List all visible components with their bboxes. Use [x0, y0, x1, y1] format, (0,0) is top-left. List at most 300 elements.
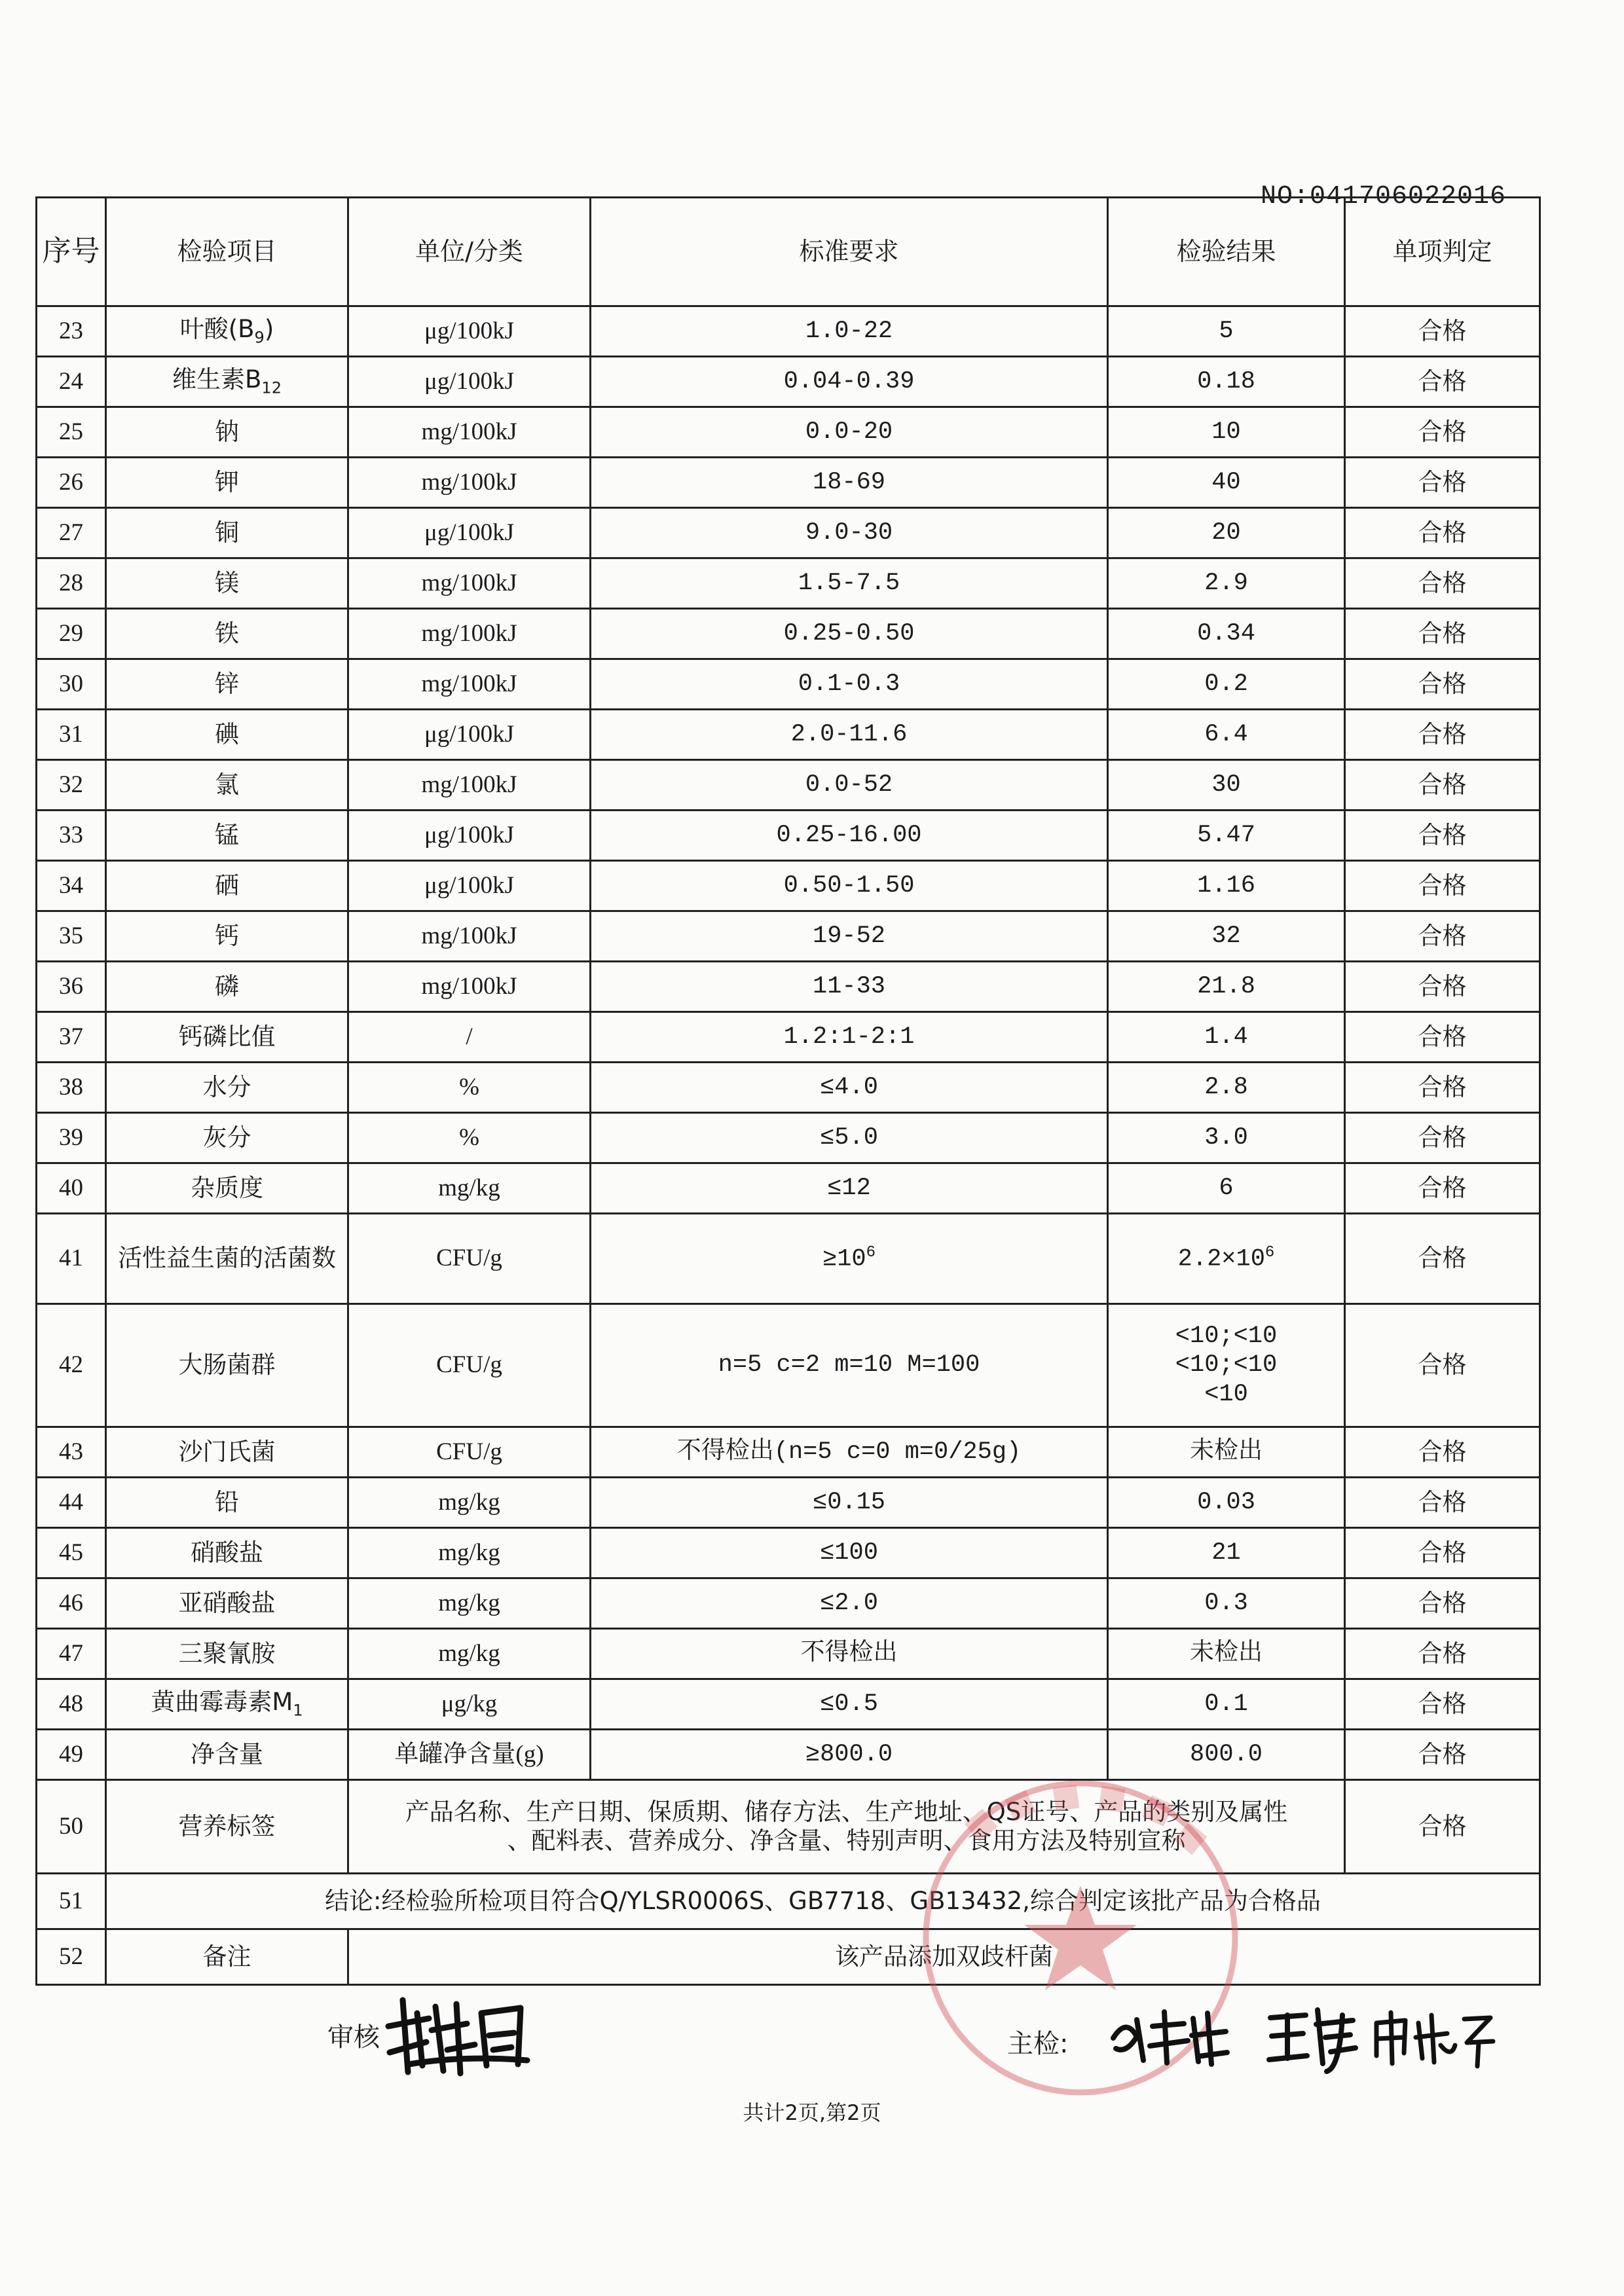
judgement-text: 合格 — [1418, 619, 1467, 647]
seq-text: 28 — [59, 569, 83, 596]
item-text: 铅 — [215, 1487, 239, 1516]
cell-unit — [348, 1629, 591, 1679]
cell-item — [106, 508, 348, 558]
unit-text: mg/kg — [438, 1174, 500, 1201]
cell-unit — [348, 306, 591, 357]
cell-seq — [37, 508, 106, 558]
table-row — [37, 760, 1540, 811]
standard-text: 1.2:1-2:1 — [783, 1023, 915, 1051]
seq-text: 47 — [59, 1639, 83, 1667]
cell-standard — [591, 1528, 1108, 1578]
cell-judgement: 合格 — [1345, 1780, 1540, 1874]
remark-text: 该产品添加双歧杆菌 — [348, 1929, 1540, 1985]
cell-result — [1108, 811, 1345, 861]
cell-standard — [591, 659, 1108, 710]
reviewer-label: 审核 — [327, 2022, 380, 2052]
cell-judgement — [1345, 811, 1540, 861]
result-text: 10 — [1211, 418, 1241, 446]
cell-result — [1108, 1427, 1345, 1478]
cell-result — [1108, 911, 1345, 962]
cell-unit — [348, 962, 591, 1012]
chief-inspector-label: 主检: — [1007, 2029, 1069, 2059]
header-seq: 序号 — [37, 198, 106, 306]
table-row — [37, 911, 1540, 962]
unit-text: μg/100kJ — [424, 871, 514, 899]
judgement-text: 合格 — [1418, 770, 1467, 799]
cell-seq — [37, 558, 106, 609]
standard-text: n=5 c=2 m=10 M=100 — [718, 1351, 980, 1379]
standard-text: 不得检出 — [800, 1639, 898, 1667]
cell-unit — [348, 1528, 591, 1578]
table-row — [37, 1063, 1540, 1113]
cell-seq — [37, 1214, 106, 1304]
cell-standard — [591, 306, 1108, 357]
judgement-text: 合格 — [1418, 316, 1467, 345]
standard-exponent: 6 — [866, 1243, 876, 1262]
cell-unit — [348, 659, 591, 710]
standard-text: 0.25-0.50 — [783, 619, 915, 647]
cell-item — [106, 1012, 348, 1063]
cell-item — [106, 659, 348, 710]
standard-text: 19-52 — [812, 922, 886, 950]
cell-judgement — [1345, 710, 1540, 760]
cell-seq — [37, 1063, 106, 1113]
cell-result — [1108, 1478, 1345, 1528]
cell-unit — [348, 1679, 591, 1730]
cell-standard — [591, 1113, 1108, 1163]
table-row — [37, 306, 1540, 357]
standard-text: ≥10 — [822, 1245, 866, 1273]
cell-seq — [37, 911, 106, 962]
cell-standard — [591, 1478, 1108, 1528]
cell-item — [106, 1629, 348, 1679]
cell-result — [1108, 407, 1345, 458]
cell-judgement — [1345, 558, 1540, 609]
cell-item: 营养标签 — [106, 1780, 348, 1874]
cell-judgement — [1345, 508, 1540, 558]
unit-text: mg/100kJ — [421, 771, 517, 798]
cell-result — [1108, 1214, 1345, 1304]
cell-unit — [348, 407, 591, 458]
cell-standard — [591, 558, 1108, 609]
judgement-text: 合格 — [1418, 820, 1467, 849]
standard-text: ≤2.0 — [820, 1589, 878, 1617]
item-subscript: 9 — [254, 328, 265, 347]
cell-result — [1108, 1063, 1345, 1113]
cell-judgement — [1345, 760, 1540, 811]
result-text: 1.4 — [1204, 1023, 1248, 1051]
standard-text: 1.5-7.5 — [798, 569, 900, 597]
item-text: 叶酸(B — [179, 315, 255, 344]
standard-text: ≤5.0 — [820, 1123, 878, 1152]
cell-result — [1108, 659, 1345, 710]
result-text: 6 — [1219, 1174, 1234, 1202]
cell-unit — [348, 357, 591, 407]
header-item: 检验项目 — [106, 198, 348, 306]
seq-text: 41 — [59, 1245, 83, 1272]
cell-standard — [591, 962, 1108, 1012]
item-text: 铜 — [215, 518, 239, 547]
cell-item — [106, 1578, 348, 1629]
table-row — [37, 1478, 1540, 1528]
table-row — [37, 1629, 1540, 1679]
result-text: 0.2 — [1204, 670, 1248, 698]
standard-text: 0.04-0.39 — [783, 367, 915, 395]
seq-text: 32 — [59, 771, 83, 798]
standard-text: ≤12 — [827, 1174, 871, 1202]
table-row — [37, 458, 1540, 508]
cell-standard — [591, 861, 1108, 911]
cell-seq — [37, 710, 106, 760]
cell-standard — [591, 1012, 1108, 1063]
cell-item — [106, 306, 348, 357]
cell-unit — [348, 508, 591, 558]
item-text: 铁 — [215, 619, 239, 647]
judgement-text: 合格 — [1418, 417, 1467, 446]
reviewer-signature — [383, 1987, 534, 2079]
table-row — [37, 1012, 1540, 1063]
cell-judgement — [1345, 1063, 1540, 1113]
table-row — [37, 407, 1540, 458]
standard-text: 0.1-0.3 — [798, 670, 900, 698]
cell-item — [106, 458, 348, 508]
table-row — [37, 861, 1540, 911]
cell-standard — [591, 1214, 1108, 1304]
judgement-text: 合格 — [1418, 1689, 1467, 1718]
cell-item — [106, 1730, 348, 1780]
unit-text: mg/kg — [438, 1639, 500, 1667]
result-line: <10;<10 — [1175, 1322, 1278, 1350]
cell-standard — [591, 1629, 1108, 1679]
cell-unit — [348, 861, 591, 911]
seq-text: 42 — [59, 1351, 83, 1379]
cell-standard — [591, 458, 1108, 508]
result-text: 20 — [1211, 519, 1241, 547]
seq-text: 48 — [59, 1690, 83, 1717]
cell-item — [106, 1304, 348, 1427]
cell-standard — [591, 407, 1108, 458]
cell-item — [106, 407, 348, 458]
table-footer-rows — [37, 1780, 1540, 1985]
item-text: 水分 — [202, 1072, 251, 1101]
item-text: 硒 — [215, 871, 239, 900]
cell-standard — [591, 609, 1108, 659]
judgement-text: 合格 — [1418, 972, 1467, 1000]
unit-text: % — [459, 1123, 479, 1151]
result-text: 32 — [1211, 922, 1241, 950]
cell-unit — [348, 1478, 591, 1528]
cell-standard — [591, 1063, 1108, 1113]
cell-item — [106, 609, 348, 659]
cell-standard — [591, 1163, 1108, 1214]
cell-judgement — [1345, 357, 1540, 407]
cell-judgement — [1345, 1730, 1540, 1780]
judgement-text: 合格 — [1418, 1022, 1467, 1051]
item-text: 钾 — [215, 467, 239, 496]
item-text: 钙磷比值 — [178, 1022, 276, 1051]
judgement-text: 合格 — [1418, 1072, 1467, 1101]
result-line: <10 — [1204, 1380, 1248, 1408]
unit-text: mg/kg — [438, 1589, 500, 1616]
cell-judgement — [1345, 609, 1540, 659]
result-text: 800.0 — [1189, 1740, 1263, 1768]
standard-text: 0.0-52 — [805, 771, 893, 799]
unit-text: μg/kg — [441, 1690, 498, 1717]
seq-text: 24 — [59, 367, 83, 395]
table-row — [37, 357, 1540, 407]
cell-seq — [37, 760, 106, 811]
unit-text: μg/100kJ — [424, 367, 514, 395]
cell-unit — [348, 609, 591, 659]
cell-result — [1108, 458, 1345, 508]
table-row — [37, 1528, 1540, 1578]
unit-text: μg/100kJ — [424, 720, 514, 748]
cell-seq — [37, 1679, 106, 1730]
cell-unit — [348, 1214, 591, 1304]
result-text: 0.18 — [1197, 367, 1255, 395]
table-row — [37, 1163, 1540, 1214]
standard-text: 0.0-20 — [805, 418, 893, 446]
cell-standard — [591, 1304, 1108, 1427]
seq-text: 36 — [59, 972, 83, 1000]
seq-text: 43 — [59, 1438, 83, 1465]
judgement-text: 合格 — [1418, 1437, 1467, 1466]
cell-judgement — [1345, 1113, 1540, 1163]
seq-text: 23 — [59, 317, 83, 344]
cell-unit — [348, 911, 591, 962]
table-body — [37, 306, 1540, 1780]
cell-judgement — [1345, 407, 1540, 458]
seq-text: 49 — [59, 1740, 83, 1768]
unit-text: μg/100kJ — [424, 519, 514, 546]
judgement-text: 合格 — [1418, 871, 1467, 900]
cell-item — [106, 710, 348, 760]
header-result: 检验结果 — [1108, 198, 1345, 306]
cell-result — [1108, 1578, 1345, 1629]
result-text: 30 — [1211, 771, 1241, 799]
seq-text: 33 — [59, 821, 83, 848]
unit-text: mg/100kJ — [421, 619, 517, 647]
cell-standard — [591, 508, 1108, 558]
item-text: 灰分 — [202, 1123, 251, 1152]
standard-text: ≤4.0 — [820, 1073, 878, 1101]
unit-text: mg/100kJ — [421, 468, 517, 496]
standard-text: 1.0-22 — [805, 317, 893, 345]
item-text: 碘 — [215, 720, 239, 748]
cell-result — [1108, 962, 1345, 1012]
cell-unit — [348, 1304, 591, 1427]
seq-text: 31 — [59, 720, 83, 748]
seq-text: 25 — [59, 418, 83, 445]
cell-seq: 50 — [37, 1780, 106, 1874]
result-text: 5 — [1219, 317, 1234, 345]
cell-judgement — [1345, 1427, 1540, 1478]
judgement-text: 合格 — [1418, 1538, 1467, 1567]
cell-item — [106, 760, 348, 811]
table-row — [37, 508, 1540, 558]
cell-seq — [37, 1113, 106, 1163]
cell-item — [106, 1113, 348, 1163]
judgement-text: 合格 — [1418, 518, 1467, 547]
cell-judgement — [1345, 911, 1540, 962]
cell-item — [106, 1528, 348, 1578]
unit-text: mg/100kJ — [421, 670, 517, 697]
table-row — [37, 1679, 1540, 1730]
cell-seq — [37, 1304, 106, 1427]
seq-text: 44 — [59, 1488, 83, 1516]
cell-unit — [348, 458, 591, 508]
cell-item — [106, 1163, 348, 1214]
cell-unit — [348, 558, 591, 609]
standard-text: ≥800.0 — [805, 1740, 893, 1768]
cell-item — [106, 911, 348, 962]
cell-standard — [591, 811, 1108, 861]
cell-seq — [37, 659, 106, 710]
unit-text: mg/100kJ — [421, 569, 517, 596]
cell-unit — [348, 1113, 591, 1163]
judgement-text: 合格 — [1418, 367, 1467, 395]
item-text: 钙 — [215, 921, 239, 950]
result-exponent: 6 — [1264, 1243, 1275, 1262]
table-row — [37, 659, 1540, 710]
unit-text: CFU/g — [436, 1438, 502, 1465]
cell-item — [106, 558, 348, 609]
cell-seq — [37, 1478, 106, 1528]
cell-seq — [37, 609, 106, 659]
label-text-line2: 、配料表、营养成分、净含量、特别声明、食用方法及特别宣称 — [507, 1827, 1186, 1855]
standard-text: 2.0-11.6 — [790, 720, 908, 748]
cell-seq — [37, 1163, 106, 1214]
cell-unit — [348, 1578, 591, 1629]
judgement-text: 合格 — [1418, 1639, 1467, 1667]
cell-judgement — [1345, 1578, 1540, 1629]
judgement-text: 合格 — [1418, 1487, 1467, 1516]
cell-judgement — [1345, 1012, 1540, 1063]
judgement-text: 合格 — [1418, 467, 1467, 496]
result-text: 21.8 — [1197, 972, 1255, 1000]
item-text: 锌 — [215, 669, 239, 698]
unit-text: / — [466, 1023, 473, 1050]
unit-text: 单罐净含量(g) — [394, 1740, 544, 1768]
seq-text: 40 — [59, 1174, 83, 1201]
unit-text: CFU/g — [436, 1245, 502, 1272]
cell-judgement — [1345, 458, 1540, 508]
cell-seq — [37, 1578, 106, 1629]
cell-item — [106, 1679, 348, 1730]
result-text: 未检出 — [1190, 1438, 1263, 1466]
table-row — [37, 558, 1540, 609]
result-text: 0.1 — [1204, 1690, 1248, 1718]
cell-seq: 51 — [37, 1874, 106, 1929]
cell-result — [1108, 1012, 1345, 1063]
result-text: 3.0 — [1204, 1123, 1248, 1152]
standard-text: 11-33 — [812, 972, 886, 1000]
result-text: 0.34 — [1197, 619, 1255, 647]
result-line: <10;<10 — [1175, 1351, 1278, 1379]
cell-result — [1108, 1163, 1345, 1214]
cell-judgement — [1345, 1478, 1540, 1528]
cell-unit — [348, 1427, 591, 1478]
cell-item — [106, 1427, 348, 1478]
cell-judgement — [1345, 1304, 1540, 1427]
cell-result — [1108, 1113, 1345, 1163]
cell-seq — [37, 861, 106, 911]
report-number: NO:041706022016 — [1261, 182, 1507, 211]
table-row — [37, 1113, 1540, 1163]
cell-judgement — [1345, 861, 1540, 911]
cell-item — [106, 861, 348, 911]
standard-text: 不得检出(n=5 c=0 m=0/25g) — [676, 1438, 1022, 1466]
judgement-text: 合格 — [1418, 1740, 1467, 1768]
remark-label: 备注 — [106, 1929, 348, 1985]
cell-result — [1108, 357, 1345, 407]
table-row — [37, 1427, 1540, 1478]
cell-judgement — [1345, 306, 1540, 357]
standard-text: 0.50-1.50 — [783, 871, 915, 900]
result-text: 2.2×10 — [1177, 1245, 1265, 1273]
seq-text: 34 — [59, 871, 83, 899]
chief-signature-1 — [1107, 2000, 1231, 2072]
cell-item — [106, 1214, 348, 1304]
cell-standard — [591, 357, 1108, 407]
header-judgement: 单项判定 — [1345, 198, 1540, 306]
item-text: 磷 — [215, 972, 239, 1000]
cell-result — [1108, 1304, 1345, 1427]
unit-text: mg/100kJ — [421, 922, 517, 949]
result-text: 2.8 — [1204, 1073, 1248, 1101]
judgement-text: 合格 — [1418, 669, 1467, 698]
cell-item — [106, 1478, 348, 1528]
table-row — [37, 1214, 1540, 1304]
cell-result — [1108, 558, 1345, 609]
cell-standard — [591, 1578, 1108, 1629]
table-row — [37, 710, 1540, 760]
item-text: 活性益生菌的活菌数 — [118, 1244, 336, 1273]
standard-text: ≤0.5 — [820, 1690, 878, 1718]
seq-text: 27 — [59, 519, 83, 546]
unit-text: CFU/g — [436, 1351, 502, 1379]
cell-seq — [37, 811, 106, 861]
result-text: 0.03 — [1197, 1488, 1255, 1516]
standard-text: ≤0.15 — [812, 1488, 886, 1516]
result-text: 1.16 — [1197, 871, 1255, 900]
seq-text: 45 — [59, 1539, 83, 1566]
result-text: 40 — [1211, 468, 1241, 496]
result-text: 未检出 — [1190, 1639, 1263, 1667]
cell-judgement — [1345, 962, 1540, 1012]
judgement-text: 合格 — [1418, 1123, 1467, 1152]
cell-unit — [348, 811, 591, 861]
item-text: 杂质度 — [191, 1173, 263, 1202]
seq-text: 35 — [59, 922, 83, 949]
cell-item — [106, 962, 348, 1012]
item-text: 净含量 — [191, 1740, 263, 1768]
item-text: 锰 — [215, 820, 239, 849]
cell-unit — [348, 1012, 591, 1063]
cell-unit — [348, 710, 591, 760]
table-row — [37, 1304, 1540, 1427]
inspection-table — [35, 196, 1541, 1986]
cell-seq — [37, 458, 106, 508]
judgement-text: 合格 — [1418, 1588, 1467, 1617]
cell-unit — [348, 760, 591, 811]
standard-text: ≤100 — [820, 1539, 878, 1567]
nutrition-label-row — [37, 1780, 1540, 1874]
conclusion-text: 结论:经检验所检项目符合Q/YLSR0006S、GB7718、GB13432,综合判定该批产品为合格品 — [106, 1874, 1540, 1929]
seq-text: 37 — [59, 1023, 83, 1050]
cell-judgement — [1345, 1163, 1540, 1214]
judgement-text: 合格 — [1418, 921, 1467, 950]
